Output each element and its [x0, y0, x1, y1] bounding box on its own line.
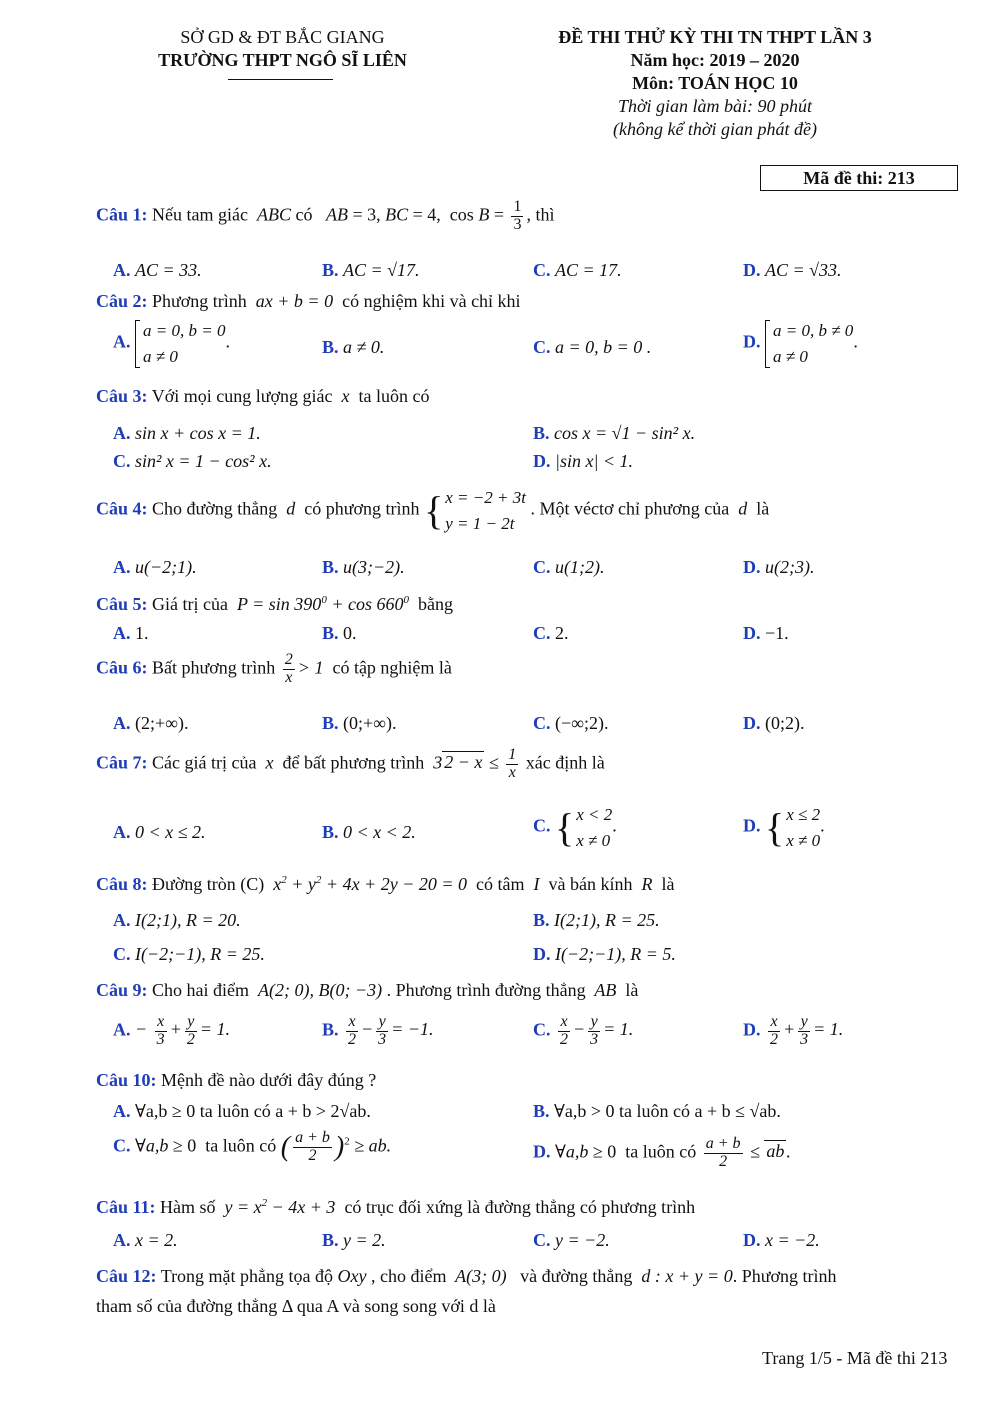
option-b[interactable]: B. cos x = √1 − sin² x. — [533, 423, 696, 443]
question-12: Câu 12: Trong mặt phẳng tọa độ Oxy , cho điểm A(3; 0) và đường thẳng d : x + y = 0. Phương trình — [96, 1266, 837, 1286]
option-c[interactable]: C. a = 0, b = 0 . — [533, 337, 652, 357]
option-c[interactable]: C. I(−2;−1), R = 25. — [113, 944, 265, 964]
option-a[interactable]: A. 0 < x ≤ 2. — [113, 822, 206, 842]
option-c[interactable]: C. ∀a,b ≥ 0 ta luôn có ( $\frac{a + b}{2}$ )$^2$ ≥ ab. — [113, 1129, 392, 1164]
option-a[interactable]: A. AC = 33. — [113, 260, 202, 280]
school-year: Năm học: 2019 – 2020 — [630, 50, 800, 70]
option-b[interactable]: B. AC = √17. — [322, 260, 420, 280]
question-9: Câu 9: Cho hai điểm A(2; 0), B(0; −3) . Phương trình đường thẳng AB là — [96, 980, 639, 1000]
question-2: Câu 2: Phương trình ax + b = 0 có nghiệm khi và chỉ khi — [96, 291, 521, 311]
dept-name: SỞ GD & ĐT BẮC GIANG — [180, 27, 385, 47]
option-a[interactable]: A. sin x + cos x = 1. — [113, 423, 261, 443]
option-b[interactable]: B. a ≠ 0. — [322, 337, 385, 357]
option-d[interactable]: D. a = 0, b ≠ 0 a ≠ 0. — [743, 321, 858, 366]
option-c[interactable]: C. AC = 17. — [533, 260, 622, 280]
option-c[interactable]: C. sin² x = 1 − cos² x. — [113, 451, 272, 471]
option-b[interactable]: B. (0;+∞). — [322, 713, 397, 733]
option-d[interactable]: D. (0;2). — [743, 713, 805, 733]
question-1: Câu 1: Nếu tam giác ABC có AB = 3, BC = 4, cos B = $\frac{1}{3}$ , thì — [96, 198, 555, 233]
question-label: Câu 1: — [96, 204, 148, 225]
question-3: Câu 3: Với mọi cung lượng giác x ta luôn có — [96, 386, 430, 406]
option-b[interactable]: B. 0. — [322, 623, 357, 643]
question-text: Nếu tam giác — [152, 204, 248, 225]
option-a[interactable]: A. I(2;1), R = 20. — [113, 910, 241, 930]
option-a[interactable]: A. (2;+∞). — [113, 713, 189, 733]
question-6: Câu 6: Bất phương trình $\frac{2}{x}$ > 1 có tập nghiệm là — [96, 651, 452, 686]
exam-duration: Thời gian làm bài: 90 phút — [617, 96, 813, 116]
question-4: Câu 4: Cho đường thẳng d có phương trình { x = −2 + 3t y = 1 − 2t . Một véctơ chỉ phương của d là — [96, 487, 770, 533]
option-b[interactable]: B. 0 < x < 2. — [322, 822, 416, 842]
option-d[interactable]: D. x = −2. — [743, 1230, 820, 1250]
option-d[interactable]: D. I(−2;−1), R = 5. — [533, 944, 676, 964]
option-d[interactable]: D. ∀a,b ≥ 0 ta luôn có $\frac{a + b}{2}$ ≤ ab . — [533, 1135, 791, 1170]
option-d[interactable]: D. $\frac{x}{2}$ + $\frac{y}{3}$ = 1. — [743, 1013, 844, 1048]
option-a[interactable]: A. − $\frac{x}{3}$ + $\frac{y}{2}$ = 1. — [113, 1013, 230, 1048]
option-a[interactable]: A. x = 2. — [113, 1230, 178, 1250]
option-a[interactable]: A. 1. — [113, 623, 149, 643]
exam-title: ĐỀ THI THỬ KỲ THI TN THPT LẦN 3 — [558, 27, 872, 47]
option-d[interactable]: D. |sin x| < 1. — [533, 451, 634, 471]
option-b[interactable]: B. u(3;−2). — [322, 557, 405, 577]
option-c[interactable]: C. 2. — [533, 623, 569, 643]
option-a[interactable]: A. u(−2;1). — [113, 557, 197, 577]
option-d[interactable]: D. u(2;3). — [743, 557, 815, 577]
option-c[interactable]: C. $\frac{x}{2}$ − $\frac{y}{3}$ = 1. — [533, 1013, 634, 1048]
question-7: Câu 7: Các giá trị của x để bất phương trình 3 2 − x ≤ $\frac{1}{x}$ xác định là — [96, 746, 605, 781]
option-d[interactable]: D. { x ≤ 2 x ≠ 0. — [743, 804, 825, 850]
subject: Môn: TOÁN HỌC 10 — [632, 73, 798, 93]
option-c[interactable]: C. { x < 2 x ≠ 0. — [533, 804, 617, 850]
option-c[interactable]: C. (−∞;2). — [533, 713, 609, 733]
option-a[interactable]: A. ∀a,b ≥ 0 ta luôn có a + b > 2√ab. — [113, 1101, 371, 1121]
option-d[interactable]: D. AC = √33. — [743, 260, 842, 280]
option-c[interactable]: C. u(1;2). — [533, 557, 605, 577]
question-12-line2: tham số của đường thẳng Δ qua A và song song với d là — [96, 1296, 496, 1316]
header-rule — [228, 79, 333, 80]
option-b[interactable]: B. y = 2. — [322, 1230, 386, 1250]
question-11: Câu 11: Hàm số $y = x^2 - 4x + 3$ có trục đối xứng là đường thẳng có phương trình — [96, 1197, 696, 1217]
option-a[interactable]: A. a = 0, b = 0 a ≠ 0. — [113, 321, 230, 366]
exam-code-box: Mã đề thi: 213 — [760, 165, 958, 191]
option-d[interactable]: D. −1. — [743, 623, 789, 643]
option-b[interactable]: B. ∀a,b > 0 ta luôn có a + b ≤ √ab. — [533, 1101, 781, 1121]
option-c[interactable]: C. y = −2. — [533, 1230, 610, 1250]
question-10: Câu 10: Mệnh đề nào dưới đây đúng ? — [96, 1070, 377, 1090]
page-footer: Trang 1/5 - Mã đề thi 213 — [762, 1348, 948, 1368]
exam-note: (không kể thời gian phát đề) — [612, 119, 818, 139]
question-8: Câu 8: Đường tròn (C) $x^2 + y^2 + 4x + 2y - 20 = 0$ có tâm I và bán kính R là — [96, 874, 675, 894]
option-b[interactable]: B. I(2;1), R = 25. — [533, 910, 660, 930]
question-5: Câu 5: Giá trị của $P = \sin 390^0 + \cos 660^0$ bằng — [96, 594, 453, 614]
school-name: TRƯỜNG THPT NGÔ SĨ LIÊN — [158, 50, 407, 70]
option-b[interactable]: B. $\frac{x}{2}$ − $\frac{y}{3}$ = −1. — [322, 1013, 434, 1048]
question-text-end: thì — [535, 204, 555, 225]
